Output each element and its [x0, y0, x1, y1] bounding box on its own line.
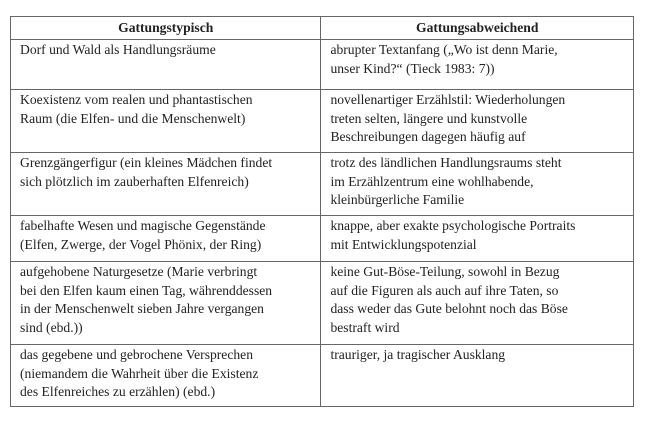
cell-typical: [11, 262, 321, 345]
cell-text: aufgehobene Naturgesetze (Marie verbringt bei den Elfen kaum einen Tag, währenddessen in der Menschenwelt sieben Jahre vergangen sind (ebd.)): [20, 264, 273, 335]
table-row: [11, 40, 634, 90]
table-row: [11, 345, 634, 407]
cell-typical: [11, 40, 321, 90]
cell-typical: [11, 153, 321, 216]
table-header-row: [11, 17, 634, 40]
cell-text: Dorf und Wald als Handlungsräume: [20, 42, 216, 57]
cell-deviating: [321, 262, 634, 345]
table-row: [11, 262, 634, 345]
cell-typical: [11, 90, 321, 153]
cell-text: abrupter Textanfang („Wo ist denn Marie, unser Kind?“ (Tieck 1983: 7)): [330, 42, 558, 76]
header-typical: Gattungstypisch: [11, 17, 321, 40]
header-deviating: Gattungsabweichend: [321, 17, 634, 40]
cell-text: keine Gut-Böse-Teilung, sowohl in Bezug auf die Figuren als auch auf ihre Taten, so dass weder das Gute belohnt noch das Böse bestraft wird: [330, 264, 568, 335]
cell-deviating: [321, 90, 634, 153]
cell-deviating: [321, 345, 634, 407]
table-row: [11, 153, 634, 216]
cell-typical: [11, 345, 321, 407]
cell-text: trotz des ländlichen Handlungsraums steht im Erzählzentrum eine wohlhabende, kleinbürgerliche Familie: [330, 155, 562, 208]
cell-text: trauriger, ja tragischer Ausklang: [330, 347, 506, 362]
table-row: [11, 90, 634, 153]
cell-text: novellenartiger Erzählstil: Wiederholungen treten selten, längere und kunstvolle Beschreibungen dagegen häufig auf: [330, 92, 566, 145]
cell-deviating: [321, 40, 634, 90]
cell-text: das gegebene und gebrochene Versprechen (niemandem die Wahrheit über die Existenz des Elfenreiches zu erzählen) (ebd.): [20, 347, 259, 400]
cell-text: fabelhafte Wesen und magische Gegenstände (Elfen, Zwerge, der Vogel Phönix, der Ring): [20, 218, 266, 252]
table-row: [11, 216, 634, 262]
cell-text: Grenzgängerfigur (ein kleines Mädchen findet sich plötzlich im zauberhaften Elfenreich): [20, 155, 273, 189]
cell-deviating: [321, 153, 634, 216]
cell-deviating: [321, 216, 634, 262]
genre-comparison-table: [10, 16, 634, 407]
cell-typical: [11, 216, 321, 262]
cell-text: knappe, aber exakte psychologische Portraits mit Entwicklungspotenzial: [330, 218, 576, 252]
cell-text: Koexistenz vom realen und phantastischen Raum (die Elfen- und die Menschenwelt): [20, 92, 253, 126]
